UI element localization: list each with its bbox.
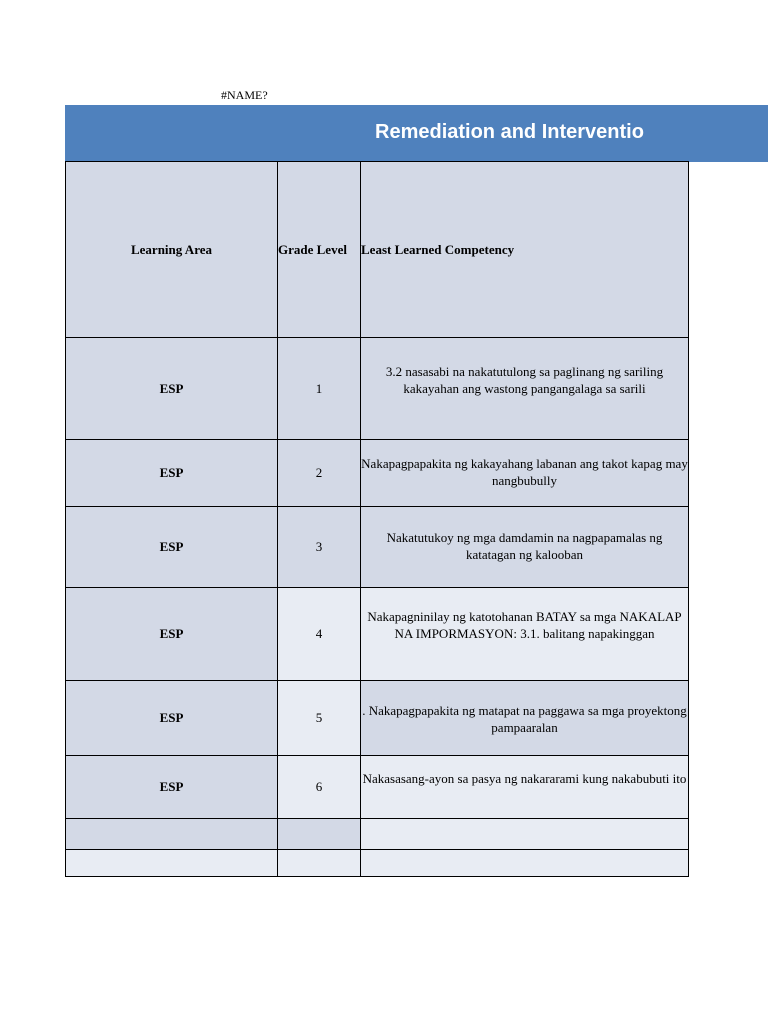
empty-row <box>66 850 689 877</box>
competency-text: Nakapagpapakita ng kakayahang labanan ang takot kapag may nangbubully <box>361 456 688 488</box>
grade-cell[interactable]: 5 <box>278 681 361 756</box>
empty-cell[interactable] <box>66 850 278 877</box>
table-row <box>66 338 689 440</box>
competency-cell[interactable] <box>361 588 689 681</box>
learning-area-cell[interactable]: ESP <box>66 588 278 681</box>
empty-cell[interactable] <box>66 819 278 850</box>
title-banner <box>65 105 768 162</box>
competency-text: . Nakapagpapakita ng matapat na paggawa sa mga proyektong pampaaralan <box>362 703 687 735</box>
grade-cell[interactable]: 4 <box>278 588 361 681</box>
learning-area-cell[interactable]: ESP <box>66 440 278 507</box>
empty-cell[interactable] <box>361 850 689 877</box>
table-row <box>66 588 689 681</box>
table-row <box>66 681 689 756</box>
competency-cell[interactable] <box>361 440 689 507</box>
table-row <box>66 756 689 819</box>
header-competency[interactable]: Least Learned Competency <box>361 162 689 338</box>
header-grade-level[interactable]: Grade Level <box>278 162 361 338</box>
competency-cell[interactable] <box>361 681 689 756</box>
table-row <box>66 440 689 507</box>
competency-text: Nakatutukoy ng mga damdamin na nagpapamalas ng katatagan ng kalooban <box>386 530 663 562</box>
empty-cell[interactable] <box>278 850 361 877</box>
competency-text: Nakasasang-ayon sa pasya ng nakararami kung nakabubuti ito <box>362 771 687 786</box>
learning-area-cell[interactable]: ESP <box>66 756 278 819</box>
name-error-cell[interactable]: #NAME? <box>221 88 268 102</box>
learning-area-cell[interactable]: ESP <box>66 507 278 588</box>
empty-cell[interactable] <box>361 819 689 850</box>
grade-cell[interactable]: 1 <box>278 338 361 440</box>
competency-text: Nakapagninilay ng katotohanan BATAY sa mga NAKALAP NA IMPORMASYON: 3.1. balitang napakinggan <box>367 609 682 641</box>
grade-cell[interactable]: 6 <box>278 756 361 819</box>
competency-cell[interactable] <box>361 338 689 440</box>
header-row <box>66 162 689 338</box>
competency-cell[interactable] <box>361 507 689 588</box>
table-row <box>66 507 689 588</box>
grade-cell[interactable]: 2 <box>278 440 361 507</box>
competency-cell[interactable] <box>361 756 689 819</box>
header-learning-area[interactable]: Learning Area <box>66 162 278 338</box>
sheet-title: Remediation and Interventio <box>375 121 644 143</box>
competency-table <box>65 161 689 877</box>
empty-cell[interactable] <box>278 819 361 850</box>
competency-text: 3.2 nasasabi na nakatutulong sa paglinang ng sariling kakayahan ang wastong pangangalaga sa sarili <box>385 364 664 396</box>
learning-area-cell[interactable]: ESP <box>66 681 278 756</box>
grade-cell[interactable]: 3 <box>278 507 361 588</box>
learning-area-cell[interactable]: ESP <box>66 338 278 440</box>
empty-row <box>66 819 689 850</box>
